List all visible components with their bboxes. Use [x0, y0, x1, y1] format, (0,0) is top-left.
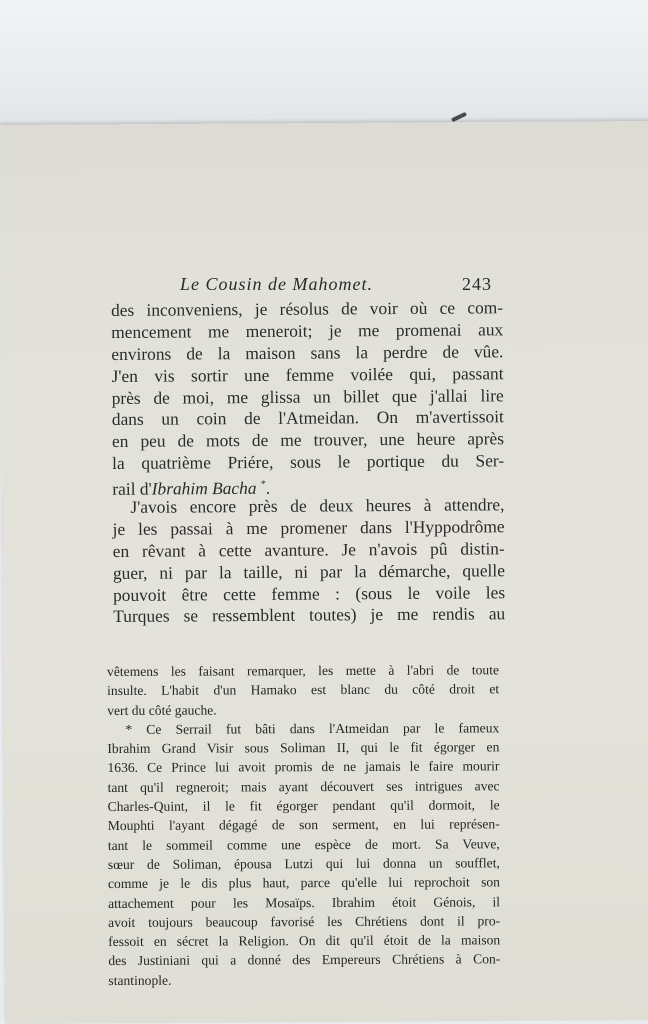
- running-title: Le Cousin de Mahomet.: [180, 274, 373, 294]
- footnote-line: tant le sommeil comme une espèce de mort. Sa Veuve,: [107, 835, 500, 853]
- footnote-line: stantinople.: [108, 972, 172, 988]
- footnote-line: fessoit en sécret la Religion. On dit qu'il étoit de la maison: [108, 932, 501, 950]
- text-line: guer, ni par la taille, ni par la démarche, quelle: [112, 559, 505, 583]
- line-end: .: [265, 477, 271, 498]
- footnote-line: tant qu'il regneroit; mais ayant découvert ses intrigues avec: [107, 778, 500, 795]
- footnote-line: attachement pour les Mosaïps. Ibrahim étoit Génois, il: [108, 893, 501, 911]
- footnote-line: * Ce Serrail fut bâti dans l'Atmeidan par le fameux: [125, 720, 500, 737]
- text-line: J'en vis sortir une femme voilée qui, passant: [111, 362, 504, 386]
- footnote-line: insulte. L'habit d'un Hamako est blanc du côté droit et: [107, 681, 500, 699]
- text-line: la quatrième Priére, sous le portique du Ser-: [112, 450, 505, 474]
- background-surface: [0, 0, 648, 140]
- footnote-line: 1636. Ce Prince lui avoit promis de ne jamais le faire mourir: [107, 758, 500, 776]
- text-line: environs de la maison sans la perdre de vûe.: [111, 341, 504, 364]
- text-line: pouvoit être cette femme : (sous le voile les: [112, 581, 506, 605]
- text-line: Turques se ressemblent toutes) je me rendis au: [113, 603, 506, 627]
- footnote-line: Charles-Quint, il le fit égorger pendant qu'il dormoit, le: [107, 797, 500, 815]
- text-line: mencement me meneroit; je me promenai aux: [111, 319, 504, 342]
- text-line: J'avois encore près de deux heures à attendre,: [130, 494, 505, 517]
- page-number: 243: [462, 274, 492, 294]
- text-line: près de moi, me glissa un billet que j'allai lire: [111, 384, 504, 408]
- text-line: [112, 472, 504, 497]
- main-text: [111, 297, 505, 628]
- footnote-mark: *: [260, 479, 266, 491]
- footnote-line: vêtemens les faisant remarquer, les mette à l'abri de toute: [107, 662, 500, 679]
- footnote-line: sœur de Soliman, épousa Lutzi qui lui donna un soufflet,: [107, 855, 500, 872]
- text-line: je les passai à me promener dans l'Hyppodrôme: [112, 516, 505, 539]
- text-fragment: rail d': [112, 478, 152, 499]
- text-line: en rêvant à cette avanture. Je n'avois pû distin-: [112, 538, 505, 561]
- text-line: des inconveniens, je résolus de voir où ce com-: [111, 297, 504, 320]
- footnote-line: comme je le dis plus haut, parce qu'elle lui reprochoit son: [107, 874, 500, 892]
- footnote-line: vert du côté gauche.: [107, 702, 217, 718]
- footnote-line: Mouphti l'ayant dégagé de son serment, en lui représen-: [107, 816, 500, 834]
- running-head: [180, 274, 492, 298]
- text-line: dans un coin de l'Atmeidan. On m'avertissoit: [111, 406, 504, 430]
- footnote-line: des Justiniani qui a donné des Empereurs Chrétiens à Con-: [108, 951, 501, 969]
- footnote-line: Ibrahim Grand Visir sous Soliman II, qui le fit égorger en: [107, 739, 500, 757]
- italic-name: Ibrahim Bacha: [151, 477, 257, 499]
- footnote-line: avoit toujours beaucoup favorisé les Chrétiens dont il pro-: [108, 913, 501, 930]
- text-line: en peu de mots de me trouver, une heure après: [111, 428, 505, 452]
- footnotes: [107, 660, 500, 990]
